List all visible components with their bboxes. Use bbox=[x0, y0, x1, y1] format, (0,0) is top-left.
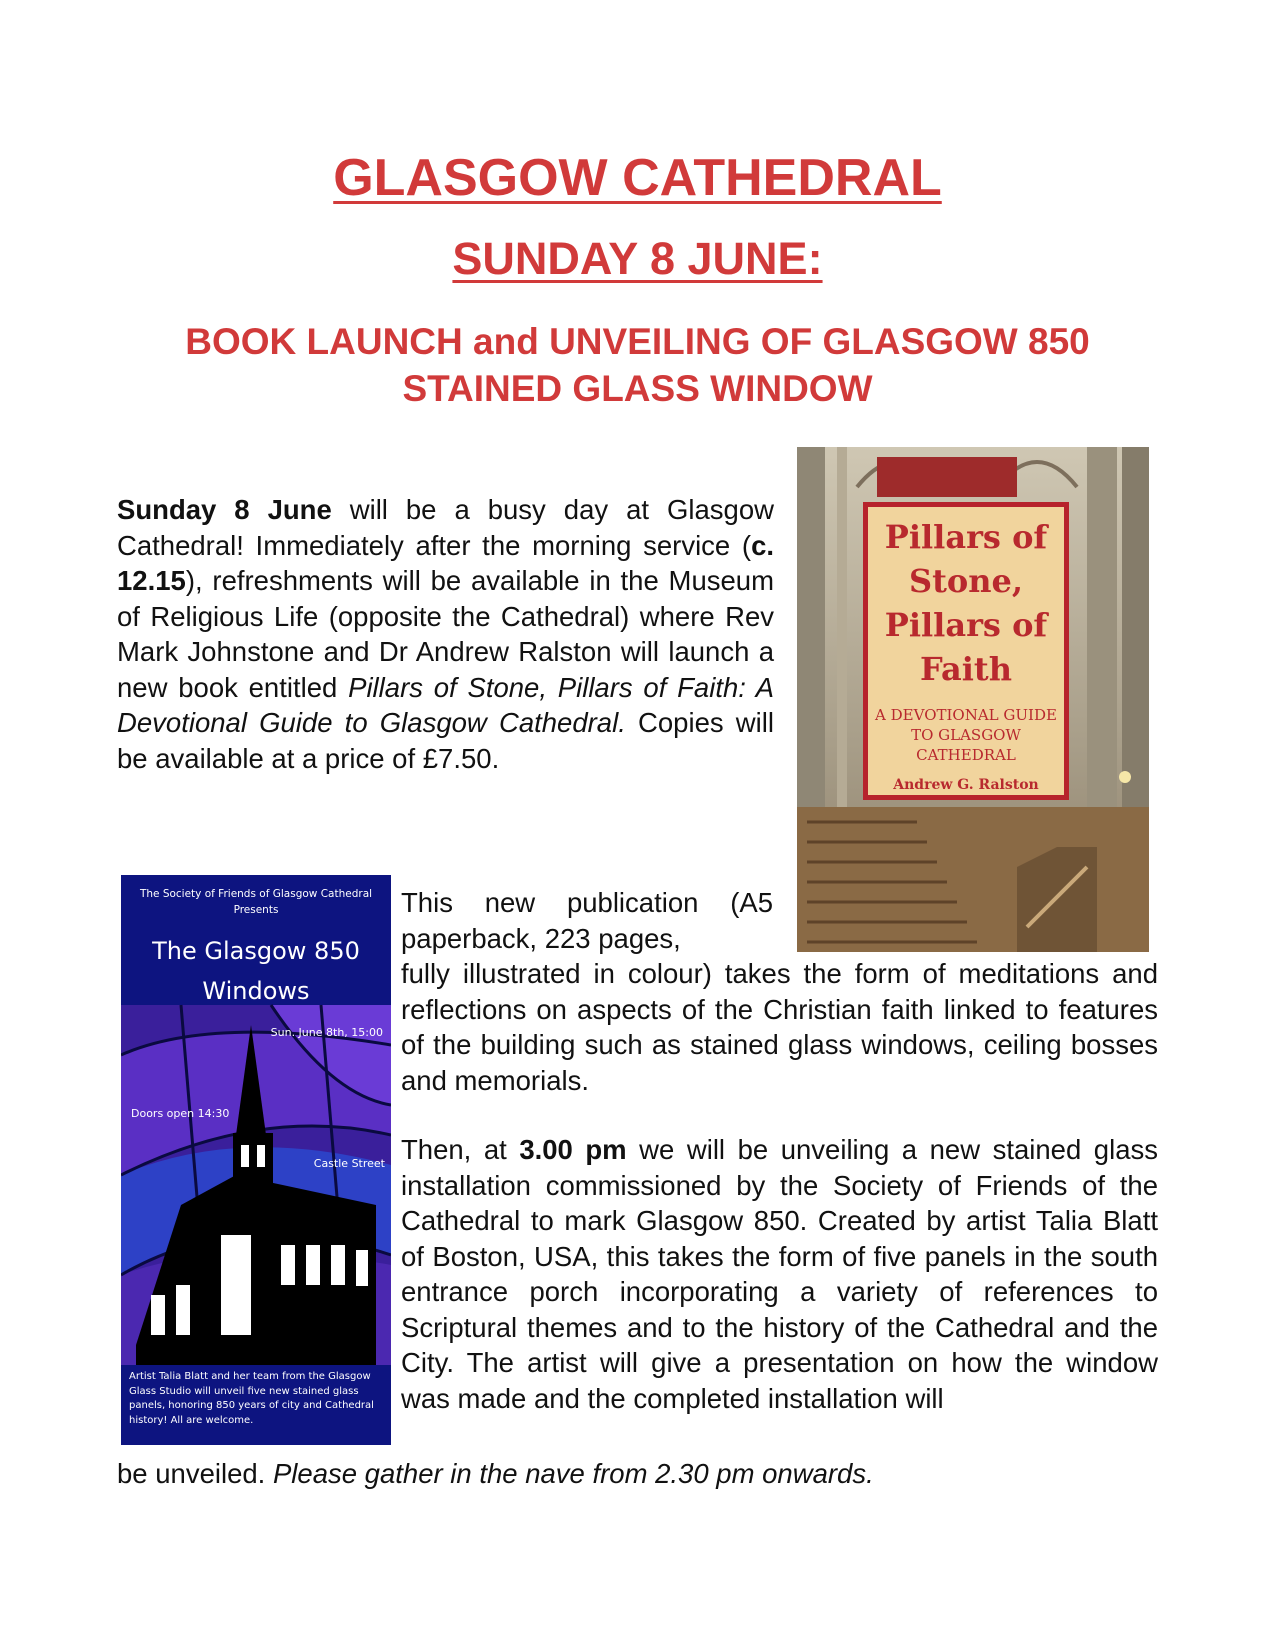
poster-presenter-line1: The Society of Friends of Glasgow Cathedral bbox=[139, 888, 373, 900]
unveiling-time: 3.00 pm bbox=[519, 1134, 627, 1165]
book-cover-title bbox=[868, 515, 1064, 691]
closing-instruction: Please gather in the nave from 2.30 pm onwards. bbox=[272, 1458, 874, 1489]
intro-time: c. 12.15 bbox=[117, 529, 774, 596]
book-cover-author: Andrew G. Ralston bbox=[893, 777, 1039, 793]
book-cover-subtitle-line1: A DEVOTIONAL GUIDE bbox=[875, 706, 1057, 724]
book-cover-title-line4: Faith bbox=[920, 650, 1012, 688]
poster-presenter-line2: Presents bbox=[233, 904, 279, 916]
publication-rest: fully illustrated in colour) takes the form of meditations and reflections on aspects of the Christian faith linked to features of the building such as stained glass windows, ceiling bosses and memorials. bbox=[401, 958, 1158, 1096]
book-cover-image bbox=[797, 447, 1149, 952]
unveiling-paragraph bbox=[401, 1132, 1158, 1416]
book-cover-title-line3: Pillars of bbox=[884, 606, 1048, 644]
publication-lead: This new publication (A5 paperback, 223 pages, bbox=[401, 887, 773, 954]
event-subtitle-line2: STAINED GLASS WINDOW bbox=[402, 368, 873, 409]
publication-paragraph bbox=[401, 885, 1158, 1098]
intro-date: Sunday 8 June bbox=[117, 494, 332, 525]
poster-footer: Artist Talia Blatt and her team from the Glasgow Glass Studio will unveil five new stained glass panels, honoring 850 years of city and Cathedral history! All are welcome. bbox=[129, 1371, 374, 1426]
book-cover-subtitle bbox=[868, 705, 1064, 765]
event-subtitle-line1: BOOK LAUNCH and UNVEILING OF GLASGOW 850 bbox=[185, 321, 1090, 362]
closing-line bbox=[117, 1456, 1117, 1492]
poster-title-line2: Windows bbox=[202, 977, 310, 1005]
poster-presenter bbox=[121, 886, 391, 918]
unveiling-text-a: Then, at bbox=[401, 1134, 520, 1165]
intro-text-a: will be a busy day at Glasgow Cathedral! Immediately after the morning service ( bbox=[117, 494, 774, 561]
book-cover-subtitle-line3: CATHEDRAL bbox=[916, 746, 1016, 764]
intro-paragraph bbox=[117, 492, 774, 776]
poster-title bbox=[121, 931, 391, 1011]
book-title-text: Pillars of Stone, Pillars of Faith: A Devotional Guide to Glasgow Cathedral. bbox=[117, 671, 775, 738]
poster-doors: Doors open 14:30 bbox=[131, 1107, 230, 1120]
book-cover-title-line2: Stone, bbox=[909, 562, 1023, 600]
intro-text-b: ), refreshments will be available in the Museum of Religious Life (opposite the Cathedral) where Rev Mark Johnstone and Dr Andrew Ralston will launch a new book entitled bbox=[117, 565, 774, 703]
unveiling-text-b: we will be unveiling a new stained glass installation commissioned by the Society of Friends of the Cathedral to mark Glasgow 850. Created by artist Talia Blatt of Boston, USA, this takes the form of five panels in the south entrance porch incorporating a variety of references to Scriptural themes and to the history of the Cathedral and the City. The artist will give a presentation on how the window was made and the completed installation will bbox=[401, 1134, 1158, 1414]
book-cover-subtitle-line2: TO GLASGOW bbox=[911, 726, 1021, 744]
intro-text-c: Copies will be available at a price of £7.50. bbox=[117, 707, 774, 774]
event-subtitle bbox=[0, 318, 1275, 412]
poster-title-line1: The Glasgow 850 bbox=[152, 937, 360, 965]
event-date-heading: SUNDAY 8 JUNE: bbox=[452, 233, 823, 284]
page-title: GLASGOW CATHEDRAL bbox=[333, 149, 942, 207]
closing-text: be unveiled. bbox=[117, 1458, 273, 1489]
poster-location: Castle Street bbox=[313, 1157, 385, 1170]
event-poster-image bbox=[121, 875, 391, 1445]
book-cover-panel bbox=[863, 502, 1069, 800]
poster-date-time: Sun. June 8th, 15:00 bbox=[270, 1026, 383, 1039]
book-cover-title-line1: Pillars of bbox=[884, 518, 1048, 556]
